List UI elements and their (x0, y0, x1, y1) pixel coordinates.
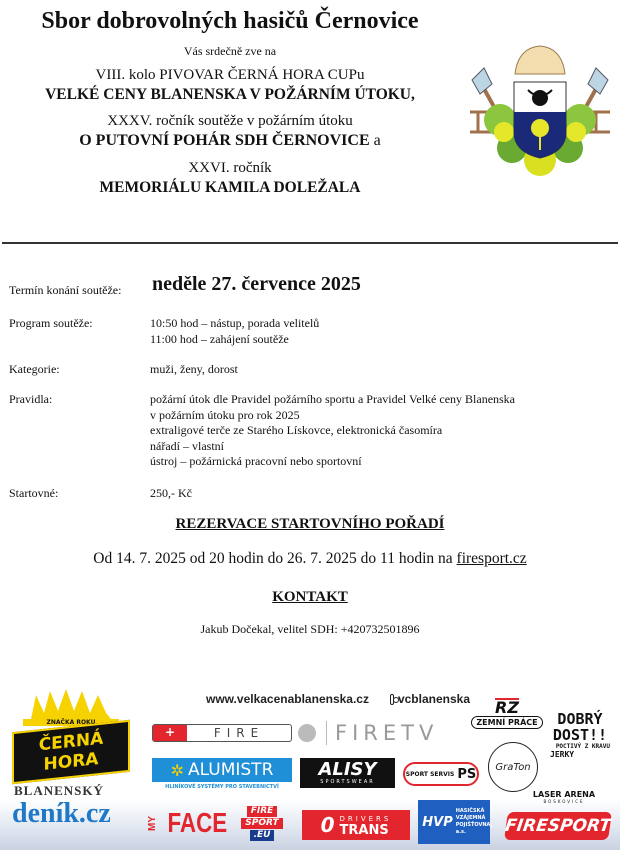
fire-brigade-crest-icon (470, 40, 610, 180)
cup-name: O PUTOVNÍ POHÁR SDH ČERNOVICE (79, 132, 370, 149)
firetv-logo (298, 720, 448, 746)
date-label: Termín konání soutěže: (9, 283, 122, 297)
rules-item: extraligové terče ze Starého Lískovce, elektronická časomíra (150, 423, 443, 437)
hvp-mark: HVP (422, 814, 453, 830)
contact-heading: KONTAKT (272, 589, 348, 605)
sport-servis-logo (403, 762, 479, 786)
cup-line (0, 132, 460, 150)
alumistr-logo (152, 758, 292, 792)
myface-logo (147, 804, 230, 842)
cerna-hora-logo (12, 688, 130, 778)
graton-logo: GraTon (488, 742, 538, 792)
firesport-eu-domain: .EU (250, 830, 275, 841)
website-text: www.velkacenablanenska.cz (206, 692, 369, 706)
4fire-text: FIRE (213, 726, 265, 740)
organizer-title: Sbor dobrovolných hasičů Černovice (41, 8, 419, 34)
myface-my: MY (147, 815, 159, 831)
4fire-logo (152, 724, 292, 742)
drivers-trans-logo (302, 810, 410, 840)
firetv-text: FIRETV (326, 721, 438, 745)
category-value: muži, ženy, dorost (150, 362, 238, 376)
hvp-logo (418, 800, 493, 844)
instagram-handle (390, 690, 470, 708)
rules-list (150, 392, 515, 470)
blanensky-text: BLANENSKÝ (14, 783, 104, 798)
reservation-heading: REZERVACE STARTOVNÍHO POŘADÍ (175, 516, 445, 532)
firesport-logo: FIRESPORT (504, 812, 612, 840)
crown-icon (26, 689, 116, 719)
rz-text: ZEMNÍ PRÁCE (471, 716, 542, 729)
grand-prix-line: VELKÉ CENY BLANENSKA V POŽÁRNÍM ÚTOKU, (45, 86, 415, 103)
program-item: 11:00 hod – zahájení soutěže (150, 331, 289, 346)
instagram-icon (390, 694, 394, 705)
program-list (150, 316, 319, 347)
alumistr-subtitle: HLINÍKOVÉ SYSTÉMY PRO STAVEBNICTVÍ (165, 784, 279, 790)
firesport-link[interactable]: firesport.cz (456, 550, 527, 567)
program-item: 10:50 hod – nástup, porada velitelů (150, 316, 320, 330)
memorial-year: XXVI. ročník (188, 160, 272, 176)
program-label: Program soutěže: (9, 316, 93, 330)
denik-logo: deník.cz (12, 798, 111, 829)
helmet-icon (515, 46, 565, 74)
rules-label: Pravidla: (9, 392, 53, 406)
alisy-text: ALISY (318, 759, 377, 780)
rules-item: požární útok dle Pravidel požárního sportu a Pravidel Velké ceny Blanenska (150, 392, 516, 406)
drivers-trans-icon: 0 (320, 813, 335, 837)
rz-mark: RZ (495, 697, 519, 717)
poctivy-text: POCTIVÝ Z KRAVU (555, 743, 610, 750)
cerna-hora-text: ČERNÁ HORA (12, 719, 130, 783)
cup-suffix: a (373, 132, 381, 149)
rules-item: ústroj – požárnická pracovní nebo sportovní (150, 454, 362, 468)
laser-arena-subtitle: BOSKOVICE (543, 799, 585, 804)
event-date: neděle 27. července 2025 (152, 273, 361, 295)
contact-text: Jakub Dočekal, velitel SDH: +420732501896 (200, 622, 420, 636)
instagram-text: vcblanenska (397, 692, 470, 706)
4fire-mark: + (153, 725, 187, 741)
reservation-period: Od 14. 7. 2025 od 20 hodin do 26. 7. 2025 do 11 hodin na (93, 550, 453, 567)
fee-label: Startovné: (9, 486, 59, 500)
cerna-hora-small: ZNAČKA ROKU (23, 719, 119, 726)
rules-item: v požárním útoku pro rok 2025 (150, 407, 300, 422)
rz-zemni-prace-logo (468, 694, 546, 732)
category-label: Kategorie: (9, 362, 60, 376)
laser-arena-text: LASER ARENA (532, 790, 596, 799)
myface-text: FACE (167, 807, 228, 838)
dobry-dost-logo (548, 694, 612, 776)
reservation-text (0, 550, 620, 568)
hvp-text: HASIČSKÁ VZÁJEMNÁ POJIŠŤOVNA, a.s. (455, 808, 493, 835)
trans-text: TRANS (339, 823, 389, 838)
alumistr-text: ALUMISTR (188, 760, 274, 780)
rules-item: nářadí – vlastní (150, 438, 224, 453)
firetv-swirl-icon (298, 724, 316, 742)
round-line: VIII. kolo PIVOVAR ČERNÁ HORA CUPu (95, 67, 365, 83)
fee-value: 250,- Kč (150, 486, 192, 500)
invite-line: Vás srdečně zve na (183, 44, 277, 58)
alisy-subtitle: SPORTSWEAR (320, 779, 375, 785)
sun-icon: ✲ (170, 760, 185, 780)
memorial-name: MEMORIÁLU KAMILA DOLEŽALA (99, 179, 361, 196)
edition-line: XXXV. ročník soutěže v požárním útoku (107, 113, 353, 129)
firesport-eu-sport: SPORT (241, 818, 282, 829)
firesport-eu-fire: FIRE (247, 806, 278, 817)
section-divider (2, 242, 618, 244)
drivers-text: DRIVERS (339, 815, 392, 823)
jerky-text: JERKY (550, 750, 575, 759)
dobry-dost-text: DOBRÝ DOST!! (552, 710, 608, 744)
sport-servis-text: SPORT SERVIS (405, 770, 455, 778)
shield-icon (514, 82, 566, 158)
sport-servis-ps: PS (457, 766, 477, 782)
firesport-eu-logo (234, 802, 290, 844)
alisy-logo (300, 758, 395, 788)
laser-arena-logo (516, 789, 612, 805)
